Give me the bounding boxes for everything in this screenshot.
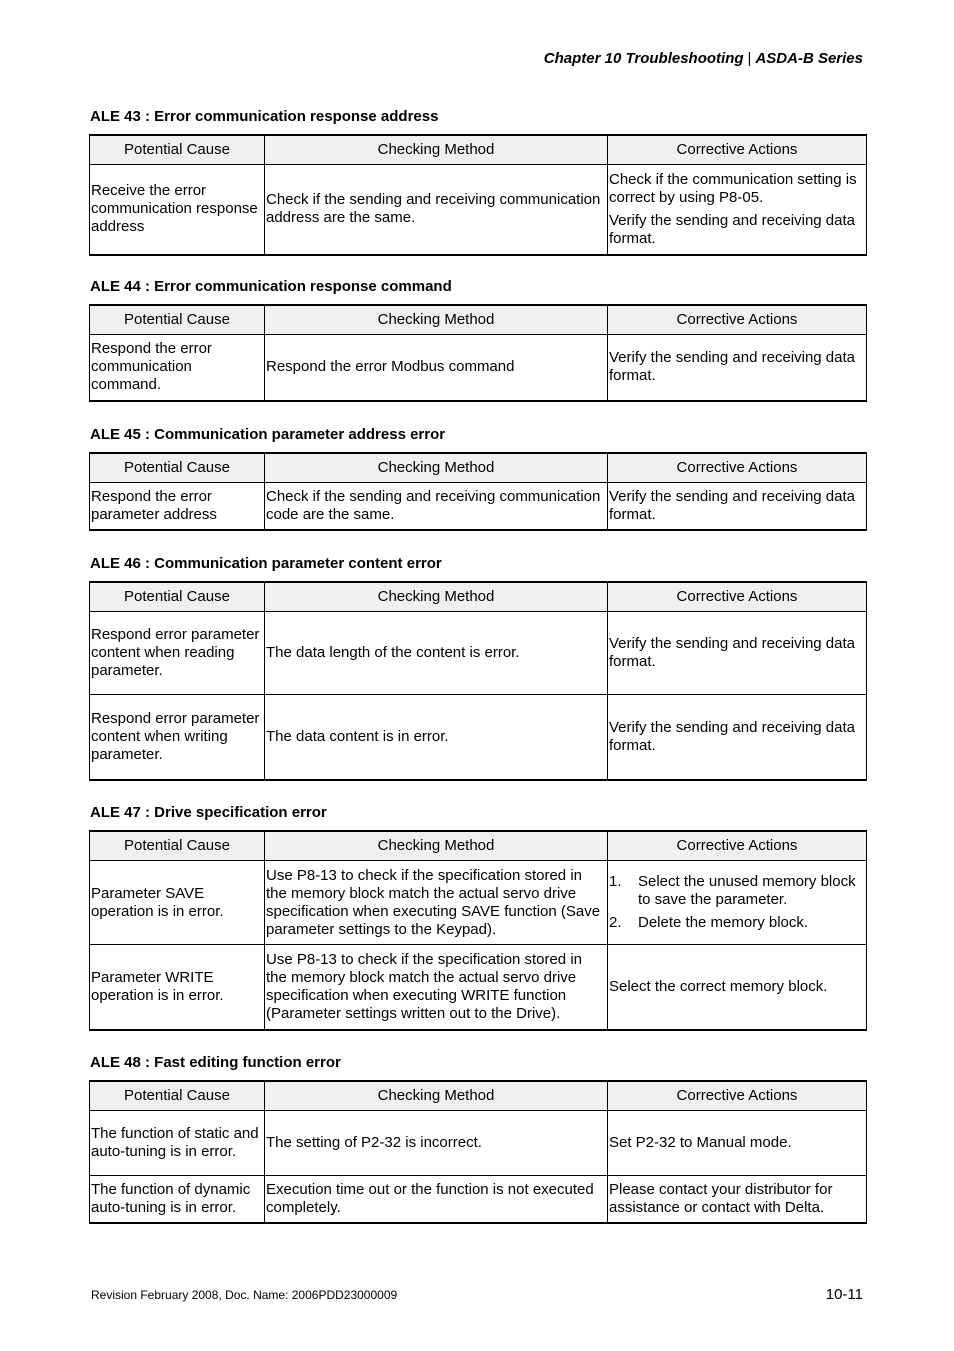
column-header: Corrective Actions: [608, 305, 867, 335]
method-cell: [265, 165, 608, 255]
cell-paragraph: Respond the error parameter address: [91, 487, 217, 523]
actions-cell: [608, 165, 867, 255]
cell-paragraph: Please contact your distributor for assistance or contact with Delta.: [609, 1180, 833, 1216]
table-row: [90, 1176, 867, 1223]
section-ale: [89, 1054, 866, 1224]
cause-cell: [90, 695, 265, 780]
section-title: ALE 46 : Communication parameter content error: [90, 555, 442, 572]
cause-cell: [90, 165, 265, 255]
column-header: Checking Method: [265, 831, 608, 861]
section-title: ALE 48 : Fast editing function error: [90, 1054, 341, 1071]
method-cell: [265, 612, 608, 695]
cause-cell: [90, 483, 265, 530]
cell-paragraph: Check if the sending and receiving communication code are the same.: [266, 487, 601, 523]
section-ale: [89, 278, 866, 402]
page-number: 10-11: [825, 1286, 863, 1303]
cell-paragraph: Verify the sending and receiving data format.: [609, 211, 855, 247]
chapter-title: Chapter 10 Troubleshooting: [543, 50, 744, 67]
cause-cell: [90, 861, 265, 945]
table-row: [90, 1111, 867, 1176]
column-header: Checking Method: [265, 135, 608, 165]
column-header: Corrective Actions: [608, 831, 867, 861]
cell-paragraph: Check if the communication setting is correct by using P8-05.: [609, 170, 857, 206]
cell-paragraph: Verify the sending and receiving data format.: [609, 718, 855, 754]
section-ale: [89, 108, 866, 256]
section-ale: [89, 426, 866, 531]
cell-paragraph: Parameter SAVE operation is in error.: [91, 884, 224, 920]
cell-paragraph: The data length of the content is error.: [266, 644, 520, 661]
actions-cell: [608, 695, 867, 780]
column-header: Potential Cause: [90, 135, 265, 165]
table-row: [90, 945, 867, 1030]
cell-paragraph: Use P8-13 to check if the specification stored in the memory block match the actual servo drive specification when executing WRITE function (Parameter settings written out to the Drive).: [266, 950, 582, 1022]
list-text: Delete the memory block.: [638, 914, 809, 931]
cell-paragraph: Respond error parameter content when reading parameter.: [91, 626, 260, 679]
section-title: ALE 43 : Error communication response address: [90, 108, 439, 125]
actions-cell: [608, 1111, 867, 1176]
method-cell: [265, 945, 608, 1030]
column-header: Potential Cause: [90, 1081, 265, 1111]
cell-paragraph: The setting of P2-32 is incorrect.: [266, 1134, 482, 1151]
troubleshooting-table: [89, 830, 867, 1031]
section-ale: [89, 804, 866, 1031]
cell-paragraph: Respond the error Modbus command: [266, 358, 515, 376]
section-title: ALE 47 : Drive specification error: [90, 804, 327, 821]
cell-paragraph: Respond the error communication command.: [91, 340, 212, 394]
cell-paragraph: Execution time out or the function is not executed completely.: [266, 1180, 594, 1216]
actions-cell: [608, 335, 867, 401]
method-cell: [265, 335, 608, 401]
section-ale: [89, 555, 866, 781]
cell-paragraph: Set P2-32 to Manual mode.: [609, 1134, 792, 1151]
table-row: [90, 483, 867, 530]
cause-cell: [90, 945, 265, 1030]
list-number: 2.: [609, 914, 622, 931]
table-header-row: [90, 582, 867, 612]
actions-cell: [608, 861, 867, 945]
method-cell: [265, 1111, 608, 1176]
section-title: ALE 45 : Communication parameter address error: [90, 426, 446, 443]
section-title: ALE 44 : Error communication response command: [90, 278, 452, 295]
column-header: Corrective Actions: [608, 582, 867, 612]
column-header: Checking Method: [265, 1081, 608, 1111]
troubleshooting-table: [89, 581, 867, 781]
method-cell: [265, 1176, 608, 1223]
table-header-row: [90, 453, 867, 483]
column-header: Potential Cause: [90, 453, 265, 483]
cell-paragraph: Verify the sending and receiving data format.: [609, 635, 855, 670]
cell-paragraph: Check if the sending and receiving communication address are the same.: [266, 191, 601, 227]
cell-paragraph: Parameter WRITE operation is in error.: [91, 968, 224, 1004]
actions-cell: [608, 612, 867, 695]
table-row: [90, 335, 867, 401]
table-header-row: [90, 305, 867, 335]
cell-paragraph: Select the correct memory block.: [609, 977, 828, 995]
column-header: Potential Cause: [90, 831, 265, 861]
series-name: ASDA-B Series: [755, 50, 863, 67]
list-item: [609, 873, 865, 909]
cause-cell: [90, 1176, 265, 1223]
column-header: Checking Method: [265, 305, 608, 335]
column-header: Potential Cause: [90, 305, 265, 335]
cell-paragraph: Verify the sending and receiving data format.: [609, 487, 855, 523]
troubleshooting-table: [89, 1080, 867, 1224]
table-header-row: [90, 1081, 867, 1111]
method-cell: [265, 483, 608, 530]
cell-paragraph: Verify the sending and receiving data format.: [609, 349, 855, 385]
actions-cell: [608, 1176, 867, 1223]
footer-revision: Revision February 2008, Doc. Name: 2006PDD23000009: [91, 1288, 398, 1302]
running-header: [544, 50, 863, 67]
column-header: Potential Cause: [90, 582, 265, 612]
cell-paragraph: Receive the error communication response address: [91, 182, 258, 236]
column-header: Corrective Actions: [608, 135, 867, 165]
list-item: [609, 914, 865, 932]
method-cell: [265, 695, 608, 780]
cause-cell: [90, 612, 265, 695]
column-header: Checking Method: [265, 582, 608, 612]
actions-cell: [608, 483, 867, 530]
actions-cell: [608, 945, 867, 1030]
cell-paragraph: The function of static and auto-tuning is in error.: [91, 1125, 259, 1160]
troubleshooting-table: [89, 304, 867, 402]
actions-list: [609, 873, 865, 932]
cell-paragraph: The function of dynamic auto-tuning is in error.: [91, 1180, 251, 1216]
table-row: [90, 612, 867, 695]
troubleshooting-table: [89, 134, 867, 256]
method-cell: [265, 861, 608, 945]
list-text: Select the unused memory block to save the parameter.: [638, 873, 856, 908]
table-row: [90, 165, 867, 255]
cell-paragraph: Use P8-13 to check if the specification stored in the memory block match the actual servo drive specification when executing SAVE function (Save parameter settings to the Keypad).: [266, 866, 601, 938]
table-header-row: [90, 831, 867, 861]
table-header-row: [90, 135, 867, 165]
cause-cell: [90, 335, 265, 401]
table-row: [90, 695, 867, 780]
column-header: Corrective Actions: [608, 453, 867, 483]
column-header: Checking Method: [265, 453, 608, 483]
list-number: 1.: [609, 873, 622, 890]
header-separator: |: [747, 50, 752, 67]
cell-paragraph: The data content is in error.: [266, 727, 449, 745]
cell-paragraph: Respond error parameter content when writing parameter.: [91, 709, 260, 763]
cause-cell: [90, 1111, 265, 1176]
troubleshooting-table: [89, 452, 867, 531]
column-header: Corrective Actions: [608, 1081, 867, 1111]
table-row: [90, 861, 867, 945]
